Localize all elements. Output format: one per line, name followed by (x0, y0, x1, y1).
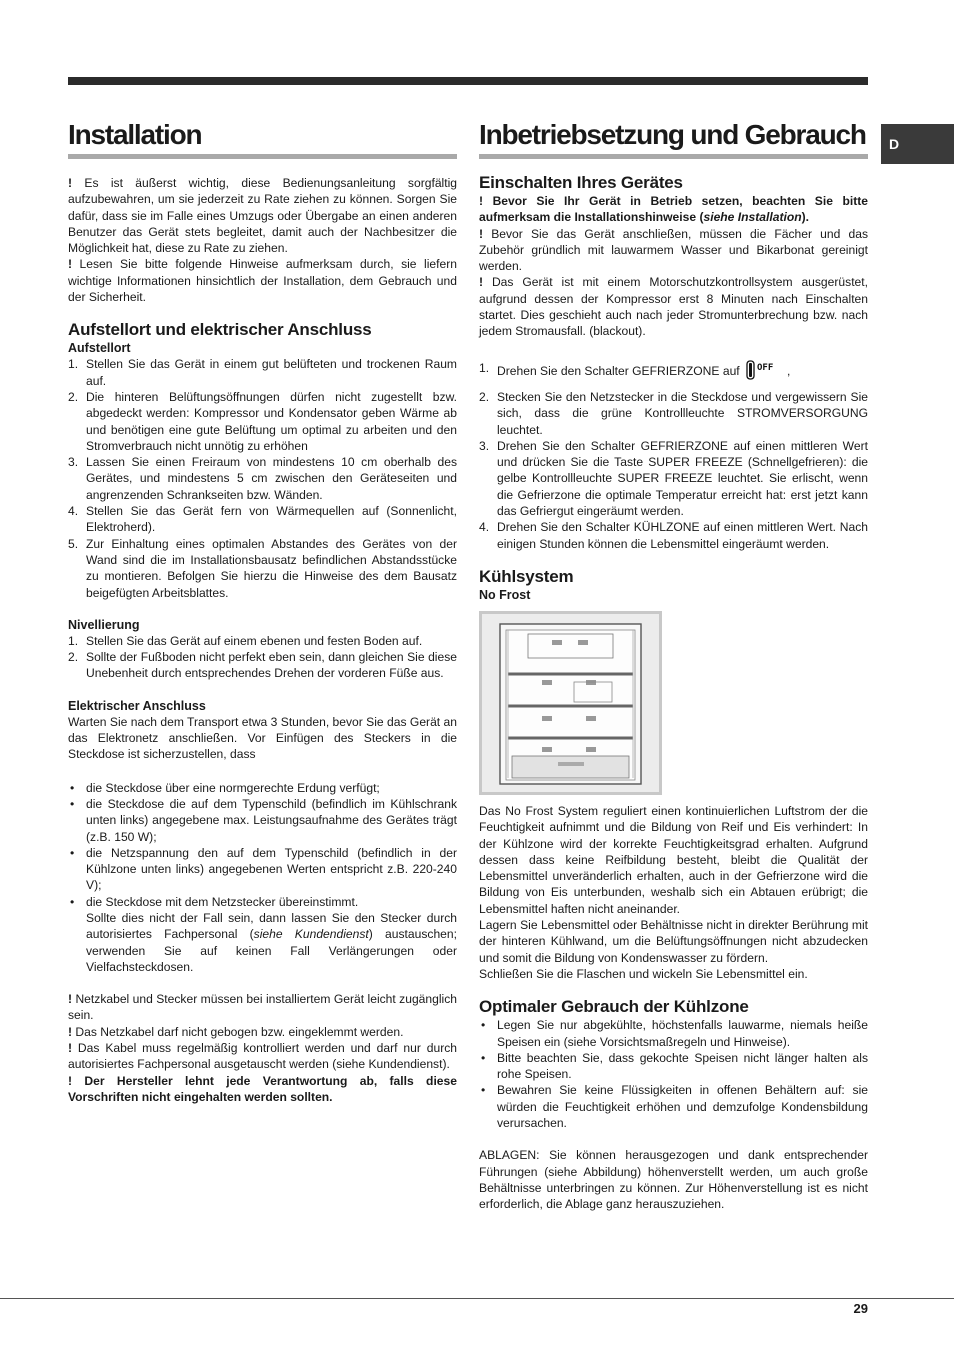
installation-title: Installation (68, 118, 457, 159)
left-column (68, 118, 457, 1105)
page-number: 29 (853, 1301, 868, 1316)
elektro-after: Sollte dies nicht der Fall sein, dann lassen Sie den Stecker durch autorisiertes Fachpersonal (siehe Kundendienst) austauschen; verwenden Sie auf keinen Fall Verlängerungen oder Vielfachsteckdosen. (86, 910, 457, 974)
nofrost-text (479, 803, 868, 982)
paragraph: Schließen Sie die Flaschen und wickeln Sie Lebensmittel ein. (479, 966, 808, 981)
einschalten-title: Einschalten Ihres Gerätes (479, 173, 683, 192)
einschalten-steps (479, 360, 868, 552)
intro-paragraph: ! Lesen Sie bitte folgende Hinweise aufmerksam durch, sie liefern wichtige Informationen hinsichtlich der Installation, dem Gebrauch und der Sicherheit. (68, 257, 457, 305)
language-tab: D (881, 124, 954, 164)
final-warning: ! Der Hersteller lehnt jede Verantwortung ab, falls diese Vorschriften nicht eingehalten werden sollten. (68, 1073, 457, 1104)
paragraph: Lagern Sie Lebensmittel oder Behältnisse nicht in direkter Berührung mit der hinteren Kühlwand, um die Belüftungsöffnungen nicht abzudecken und somit die Bildung von Kondenswasser zu fördern. (479, 918, 868, 965)
list-item: 4. Drehen Sie den Schalter KÜHLZONE auf einen mittleren Wert. Nach einigen Stunden können die Lebensmittel eingeräumt werden. (479, 520, 868, 551)
list-item: 1. Drehen Sie den Schalter GEFRIERZONE auf OFF , (479, 360, 868, 384)
optimal-bullets (479, 1017, 868, 1131)
elektro-bullets (68, 780, 457, 910)
list-item: • die Steckdose über eine normgerechte Erdung verfügt; (70, 780, 380, 795)
nofrost-title: No Frost (479, 587, 531, 602)
bottom-rule (0, 1298, 954, 1299)
elektro-title: Elektrischer Anschluss (68, 698, 206, 713)
list-item: • Legen Sie nur abgekühlte, höchstenfalls lauwarme, niemals heiße Speisen ein (siehe Vorsichtsmaßregeln und Hinweise). (481, 1018, 868, 1049)
list-item: 1. Stellen Sie das Gerät in einem gut belüfteten und trockenen Raum auf. (68, 357, 457, 388)
list-item: • die Netzspannung den auf dem Typenschild (befindlich in der Kühlzone unten links) angegebenen Werten entspricht z.B. 220-240 V); (70, 845, 457, 893)
list-item: • die Steckdose die auf dem Typenschild (befindlich im Kühlschrank unten links) angegebene max. Leistungsaufnahme des Gerätes trägt (z.B. 150 W); (70, 796, 457, 844)
list-item: 4. Stellen Sie das Gerät fern von Wärmequellen auf (Sonnenlicht, Elektroherd). (68, 504, 457, 535)
svg-text:OFF: OFF (757, 362, 774, 373)
top-rule (68, 77, 868, 85)
list-item: 2. Die hinteren Belüftungsöffnungen dürfen nicht zugestellt bzw. abgedeckt werden: Kompressor und Kondensator geben Wärme ab und benötigen eine gute Belüftung um optimal zu arbeiten und den Stromverbrauch nicht unnötig zu erhöhen (68, 389, 457, 453)
list-item: • Bewahren Sie keine Flüssigkeiten in offenen Behältern auf: sie würden die Feuchtigkeit erhöhen und demzufolge Kondensbildung verursachen. (481, 1083, 868, 1130)
list-item: 1. Stellen Sie das Gerät auf einem ebenen und festen Boden auf. (68, 633, 423, 648)
fridge-interior-drawing (482, 614, 659, 792)
inbetriebsetzung-title: Inbetriebsetzung und Gebrauch (479, 118, 868, 159)
warning-mark: ! (68, 176, 85, 190)
warning: ! Das Kabel muss regelmäßig kontrolliert werden und darf nur durch autorisiertes Fachpersonal ausgetauscht werden (siehe Kundendienst). (68, 1041, 457, 1072)
note-installation: ! Bevor Sie Ihr Gerät in Betrieb setzen, beachten Sie bitte aufmerksam die Installationshinweise (siehe Installation). (479, 194, 869, 225)
warning-mark: ! (68, 257, 80, 272)
elektro-intro: Warten Sie nach dem Transport etwa 3 Stunden, bevor Sie das Gerät an das Elektronetz anschließen. Vor Einfügen des Steckers in die Steckdose ist sicherzustellen, dass (68, 714, 457, 762)
optimal-title: Optimaler Gebrauch der Kühlzone (479, 997, 749, 1017)
intro (68, 175, 457, 305)
warning: ! Das Netzkabel darf nicht gebogen bzw. eingeklemmt werden. (68, 1024, 404, 1039)
aufstellort-list (68, 356, 457, 600)
nivellierung-list (68, 633, 457, 682)
intro-paragraph: ! Es ist äußerst wichtig, diese Bedienungsanleitung sorgfältig aufzubewahren, um sie jederzeit zu Rate ziehen zu können. Sorgen Sie dafür, dass sie im Falle eines Umzugs oder Übergabe an einen anderen Benutzer das Gerät stets begleitet, damit auch der Nachbesitzer die Möglichkeit hat, diese zu Rate zu ziehen. (68, 176, 457, 256)
switch-off-icon (745, 360, 785, 384)
kuehlsystem-title: Kühlsystem (479, 566, 574, 586)
list-item: 3. Lassen Sie einen Freiraum von mindestens 10 cm oberhalb des Gerätes, und mindestens 5 cm zwischen den Geräteseiten und angrenzenden Schrankseiten bzw. Wänden. (68, 455, 457, 502)
list-item: • die Steckdose mit dem Netzstecker übereinstimmt. (70, 894, 359, 909)
warnings (68, 991, 457, 1105)
list-item: 3. Drehen Sie den Schalter GEFRIERZONE auf einen mittleren Wert und drücken Sie die Taste SUPER FREEZE (Schnellgefrieren): die gelbe Kontrollleuchte SUPER FREEZE leuchtet. Sie erlischt, wenn die Gefrierzone die optimale Temperatur erreicht hat: erst jetzt kann das Gefriergut eingeräumt werden. (479, 438, 868, 519)
ablagen-paragraph: ABLAGEN: Sie können herausgezogen und dank entsprechender Führungen (siehe Abbildung) höhenverstellt werden, um auch große Behältnisse unterbringen zu können. Zur Höhenverstellung ist es nicht erforderlich, die Ablage ganz herauszuziehen. (479, 1148, 868, 1212)
aufstellort-title: Aufstellort (68, 341, 131, 356)
note-motorschutz: ! Das Gerät ist mit einem Motorschutzkontrollsystem ausgerüstet, aufgrund dessen der Kompressor erst 8 Minuten nach Einschalten startet. Dies geschieht auch nach jeder Stromunterbrechung bzw. nach jedem Stromausfall. (blackout). (479, 275, 868, 339)
list-item: 5. Zur Einhaltung eines optimalen Abstandes des Gerätes von der Wand sind die im Installationsbausatz befindlichen Abstandsstücke zu montieren. Befolgen Sie hierzu die Hinweise des dem Bausatz beigefügten Arbeitsblattes. (68, 536, 457, 600)
right-column (479, 118, 868, 1212)
warning: ! Netzkabel und Stecker müssen bei installiertem Gerät leicht zugänglich sein. (68, 992, 457, 1023)
fridge-illustration (479, 611, 662, 795)
paragraph: Das No Frost System reguliert einen kontinuierlichen Luftstrom der die Feuchtigkeit aufnimmt und die Bildung von Reif und Eis verhindert: In der Kühlzone wird der korrekte Feuchtigkeitsgrad erhalten. Aufgrund dessen dass keine Reifbildung besteht, bleibt die Qualität der Lebensmittel unveränderlich erhalten, auch in der Gefrierzone wird die Bildung von Eis unterbunden, weshalb sich ein Abtauen erübrigt; die Lebensmittel haften nicht aneinander. (479, 803, 868, 916)
list-item: 2. Stecken Sie den Netzstecker in die Steckdose und vergewissern Sie sich, dass die grüne Kontrollleuchte STROMVERSORGUNG leuchtet. (479, 389, 868, 437)
section-title-aufstellort-anschluss: Aufstellort und elektrischer Anschluss (68, 320, 372, 340)
note-cleaning: ! Bevor Sie das Gerät anschließen, müssen die Fächer und das Zubehör gründlich mit lauwarmem Wasser und Bikarbonat gereinigt werden. (479, 226, 869, 274)
nivellierung-title: Nivellierung (68, 617, 140, 632)
list-item: 2. Sollte der Fußboden nicht perfekt eben sein, dann gleichen Sie diese Unebenheit durch entsprechendes Drehen der vorderen Füße aus. (68, 650, 457, 681)
list-item: • Bitte beachten Sie, dass gekochte Speisen nicht länger halten als rohe Speisen. (481, 1050, 868, 1082)
